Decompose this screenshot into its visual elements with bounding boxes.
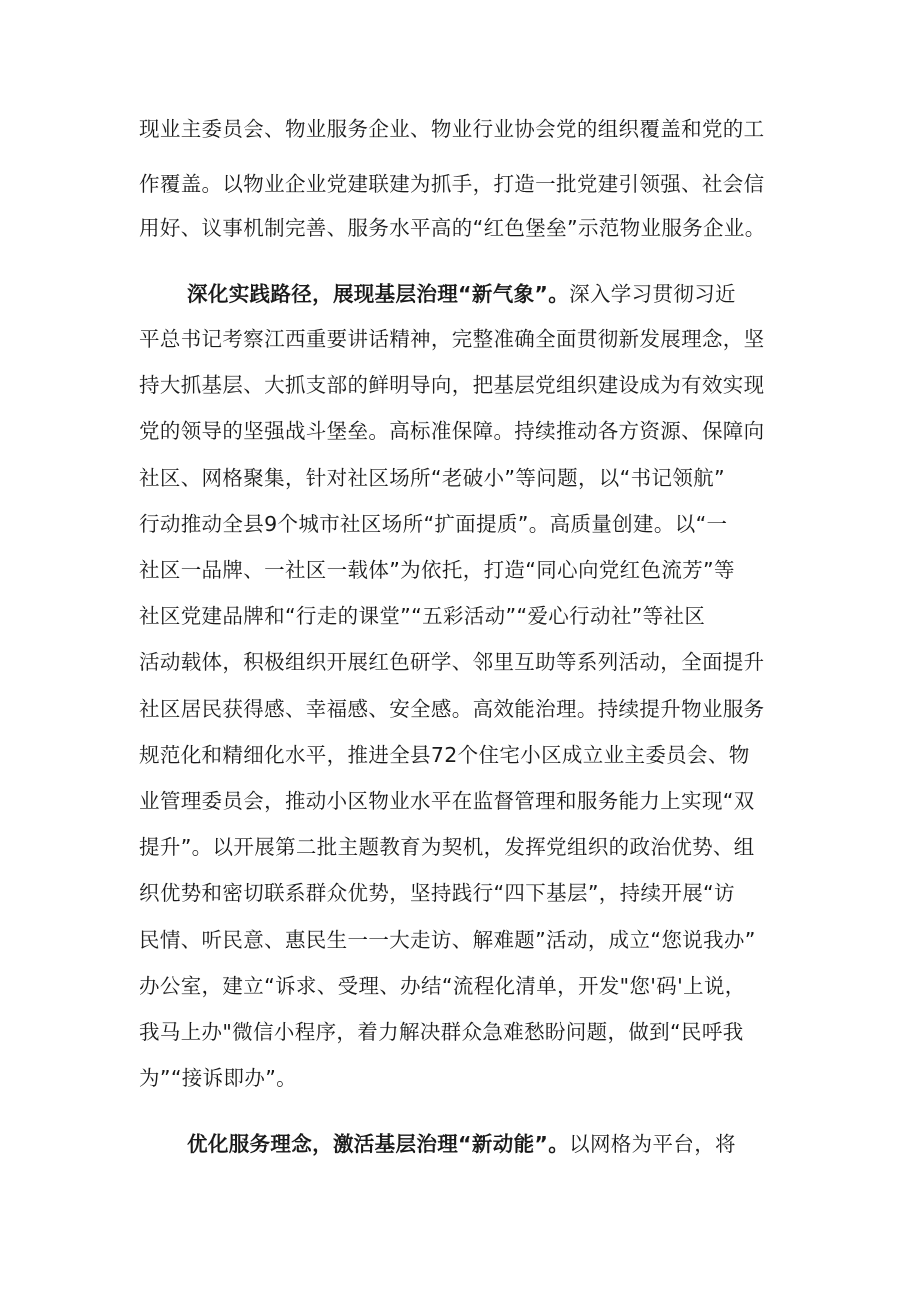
paragraph-heading: 优化服务理念，激活基层治理“新动能”。	[187, 1132, 570, 1156]
text-line: 为”“接诉即办”。	[139, 1066, 298, 1090]
paragraph-first-line	[187, 281, 736, 307]
text-line: 我马上办"微信小程序，着力解决群众急难愁盼问题，做到“民呼我	[139, 1020, 744, 1044]
text-line: 社区居民获得感、幸福感、安全感。高效能治理。持续提升物业服务	[139, 697, 765, 721]
text-line: 提升”。以开展第二批主题教育为契机，发挥党组织的政治优势、组	[139, 835, 755, 859]
text-line: 业管理委员会，推动小区物业水平在监督管理和服务能力上实现“双	[139, 789, 755, 813]
text-line: 平总书记考察江西重要讲话精神，完整准确全面贯彻新发展理念，坚	[139, 327, 765, 351]
text-line: 作覆盖。以物业企业党建联建为抓手，打造一批党建引领强、社会信	[139, 172, 765, 196]
text-line: 持大抓基层、大抓支部的鲜明导向，把基层党组织建设成为有效实现	[139, 373, 765, 397]
text-line: 规范化和精细化水平，推进全县72个住宅小区成立业主委员会、物	[139, 743, 750, 767]
paragraph-heading: 深化实践路径，展现基层治理“新气象”。	[187, 282, 570, 306]
paragraph-lead-text: 深入学习贯彻习近	[569, 282, 736, 306]
paragraph-first-line	[187, 1131, 736, 1157]
text-line: 办公室，建立“诉求、受理、办结“流程化清单，开发"您'码'上说，	[139, 974, 746, 998]
text-line: 现业主委员会、物业服务企业、物业行业协会党的组织覆盖和党的工	[139, 117, 765, 141]
text-line: 社区党建品牌和“行走的课堂”“五彩活动”“爱心行动社”等社区	[139, 604, 706, 628]
text-line: 党的领导的坚强战斗堡垒。高标准保障。持续推动各方资源、保障向	[139, 419, 765, 443]
text-line: 民情、听民意、惠民生一一大走访、解难题”活动，成立“您说我办”	[139, 928, 756, 952]
text-line: 社区、网格聚集，针对社区场所“老破小”等问题，以“书记领航”	[139, 466, 725, 490]
text-line: 用好、议事机制完善、服务水平高的“红色堡垒”示范物业服务企业。	[139, 216, 766, 240]
paragraph-lead-text: 以网格为平台，将	[569, 1132, 736, 1156]
text-line: 活动载体，积极组织开展红色研学、邻里互助等系列活动，全面提升	[139, 650, 765, 674]
text-line: 社区一品牌、一社区一载体”为依托，打造“同心向党红色流芳”等	[139, 558, 735, 582]
text-line: 织优势和密切联系群众优势，坚持践行“四下基层”，持续开展“访	[139, 881, 735, 905]
text-line: 行动推动全县9个城市社区场所“扩面提质”。高质量创建。以“一	[139, 512, 728, 536]
